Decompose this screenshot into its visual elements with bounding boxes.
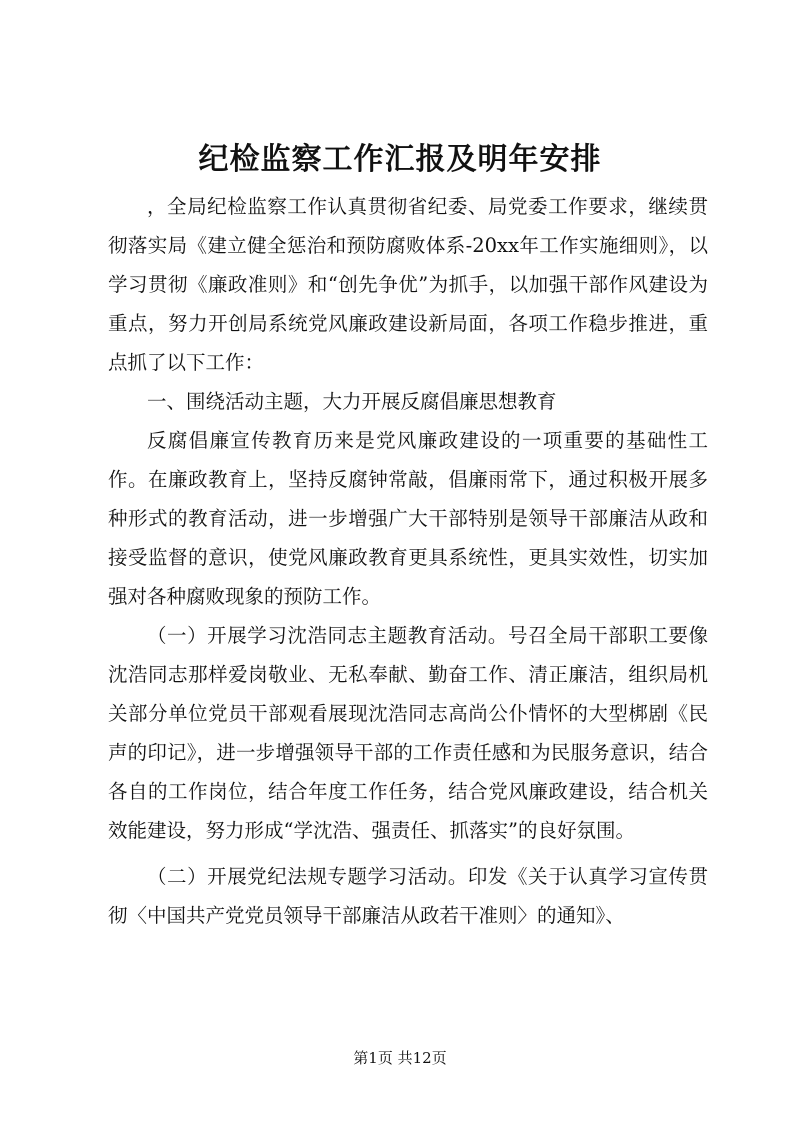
intro-paragraph: ，全局纪检监察工作认真贯彻省纪委、局党委工作要求，继续贯彻落实局《建立健全惩治和预防腐败体系-20xx年工作实施细则》，以学习贯彻《廉政准则》和“创先争优”为抓手，以加强干部作风建设为重点，努力开创局系统党风廉政建设新局面，各项工作稳步推进，重点抓了以下工作： bbox=[108, 195, 708, 374]
section-1-paragraph: 反腐倡廉宣传教育历来是党风廉政建设的一项重要的基础性工作。在廉政教育上，坚持反腐钟常敲，倡廉雨常下，通过积极开展多种形式的教育活动，进一步增强广大干部特别是领导干部廉洁从政和接受监督的意识，使党风廉政教育更具系统性，更具实效性，切实加强对各种腐败现象的预防工作。 bbox=[108, 429, 708, 608]
page-title: 纪检监察工作汇报及明年安排 bbox=[198, 142, 602, 177]
subsection-1-paragraph: （一）开展学习沈浩同志主题教育活动。号召全局干部职工要像沈浩同志那样爱岗敬业、无私奉献、勤奋工作、清正廉洁，组织局机关部分单位党员干部观看展现沈浩同志高尚公仆情怀的大型梆剧《民声的印记》，进一步增强领导干部的工作责任感和为民服务意识，结合各自的工作岗位，结合年度工作任务，结合党风廉政建设，结合机关效能建设，努力形成“学沈浩、强责任、抓落实”的良好氛围。 bbox=[108, 624, 708, 842]
page-footer: 第1页 共12页 bbox=[353, 1049, 447, 1067]
document-body bbox=[108, 187, 708, 935]
section-heading-1: 一、围绕活动主题，大力开展反腐倡廉思想教育 bbox=[147, 390, 557, 413]
subsection-2-paragraph: （二）开展党纪法规专题学习活动。印发《关于认真学习宣传贯彻〈中国共产党党员领导干部廉洁从政若干准则〉的通知》、 bbox=[108, 865, 708, 927]
